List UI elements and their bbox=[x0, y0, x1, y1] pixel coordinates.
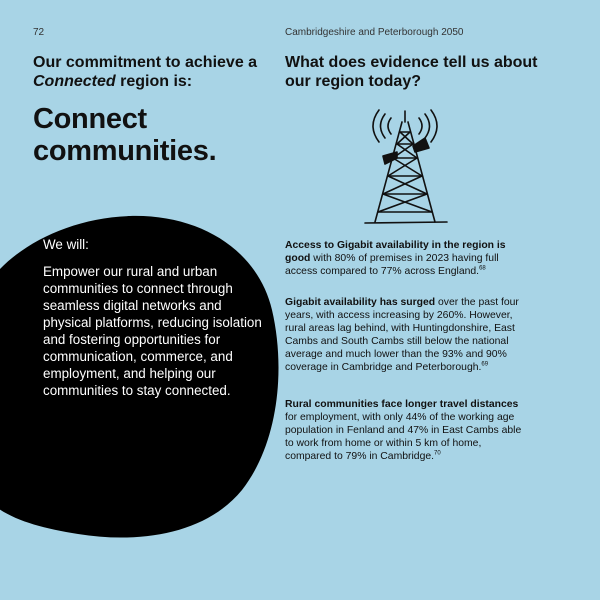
commitment-body: Empower our rural and urban communities to connect through seamless digital networks and physical platforms, reducing isolation and fostering opportunities for communication, commerce, and employment, and helping our communities to stay connected. bbox=[43, 264, 262, 398]
running-header: Cambridgeshire and Peterborough 2050 bbox=[285, 27, 464, 38]
page-title-line1: Connect bbox=[33, 103, 147, 135]
we-will-label: We will: bbox=[43, 237, 89, 252]
evidence-heading-line2: our region today? bbox=[285, 73, 421, 90]
footnote-ref: 69 bbox=[481, 361, 489, 368]
commitment-heading-italic: Connected bbox=[33, 73, 116, 90]
evidence-paragraph-gigabit-access bbox=[285, 239, 530, 278]
evidence-bold-lead: Rural communities face longer travel distances bbox=[285, 399, 519, 410]
evidence-paragraph-rural-travel bbox=[285, 398, 530, 463]
evidence-text: for employment, with only 44% of the working age population in Fenland and 47% in East Cambs able to work from home or within 5 km of home, compared to 79% in Cambridge. bbox=[285, 412, 522, 462]
commitment-heading-part2: region is: bbox=[115, 73, 193, 90]
commitment-heading bbox=[33, 53, 273, 91]
page-title-line2: communities. bbox=[33, 135, 217, 167]
evidence-heading-line1: What does evidence tell us about bbox=[285, 54, 538, 71]
footnote-ref: 70 bbox=[434, 450, 441, 457]
evidence-paragraph-gigabit-surge bbox=[285, 296, 530, 374]
footnote-ref: 68 bbox=[479, 265, 486, 272]
evidence-text: over the past four years, with access increasing by 260%. However, rural areas lag behind, with Huntingdonshire, East Cambs and South Cambs still below the national average and much lower than the 93% and 90% coverage in Cambridge and Peterborough. bbox=[285, 297, 519, 373]
evidence-bold-lead: Access to Gigabit availability in the region is good bbox=[285, 240, 506, 264]
page-title bbox=[33, 103, 273, 167]
page-number: 72 bbox=[33, 27, 45, 38]
evidence-text: with 80% of premises in 2023 having full access compared to 77% across England. bbox=[285, 253, 499, 277]
commitment-text bbox=[43, 236, 265, 399]
commitment-heading-part1: Our commitment to achieve a bbox=[33, 54, 258, 71]
communication-tower-icon bbox=[355, 108, 455, 226]
evidence-heading bbox=[285, 53, 545, 91]
evidence-bold-lead: Gigabit availability has surged bbox=[285, 297, 436, 308]
